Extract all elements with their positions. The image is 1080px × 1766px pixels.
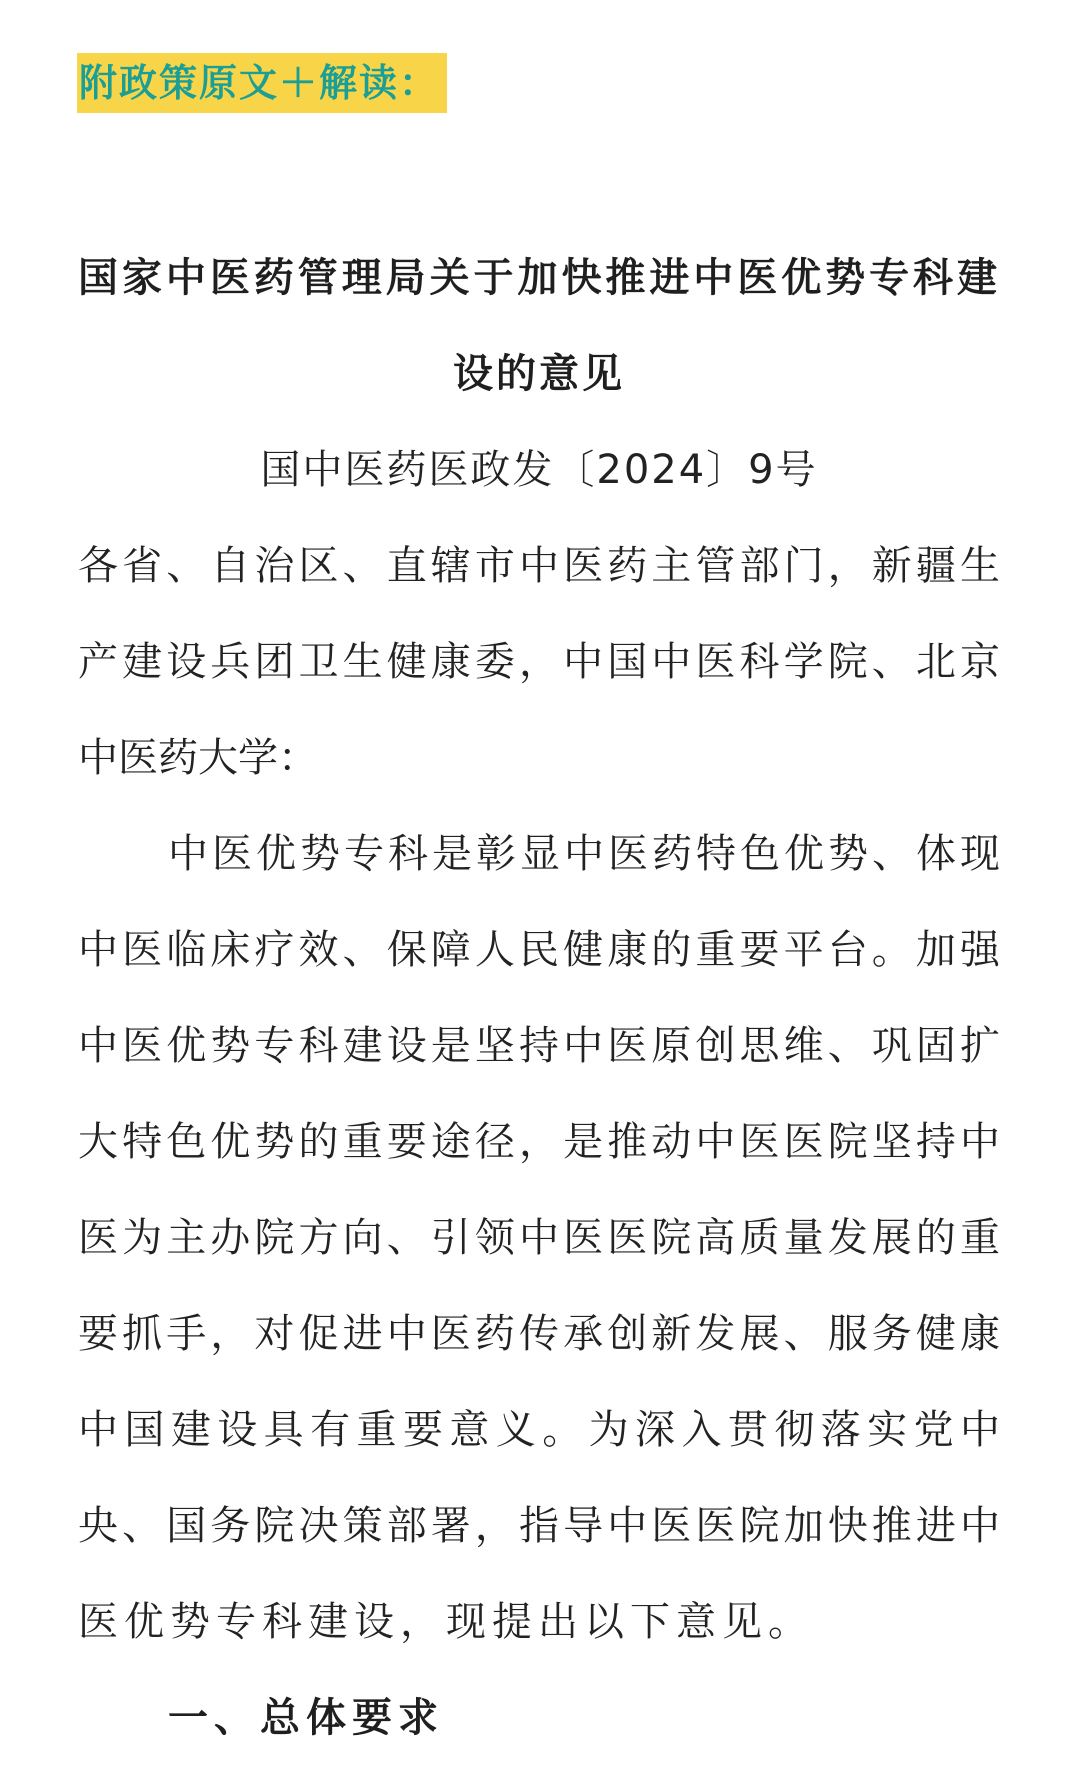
paragraph-line-8: 央、国务院决策部署，指导中医医院加快推进中 (78, 1503, 1000, 1549)
paragraph-line-4: 大特色优势的重要途径，是推动中医医院坚持中 (78, 1119, 1000, 1165)
document-title-line-1: 国家中医药管理局关于加快推进中医优势专科建 (78, 255, 1000, 301)
paragraph-line-2: 中医临床疗效、保障人民健康的重要平台。加强 (78, 927, 1000, 973)
paragraph-line-7: 中国建设具有重要意义。为深入贯彻落实党中 (78, 1407, 1000, 1453)
addressee-line-1: 各省、自治区、直辖市中医药主管部门，新疆生 (78, 543, 1000, 589)
paragraph-line-3: 中医优势专科建设是坚持中医原创思维、巩固扩 (78, 1023, 1000, 1069)
paragraph-line-9: 医优势专科建设，现提出以下意见。 (78, 1599, 814, 1645)
policy-tag-label: 附政策原文＋解读： (77, 53, 447, 113)
paragraph-line-1: 中医优势专科是彰显中医药特色优势、体现 (168, 831, 1000, 877)
document-number: 国中医药医政发〔2024〕9号 (260, 447, 818, 493)
paragraph-line-6: 要抓手，对促进中医药传承创新发展、服务健康 (78, 1311, 1000, 1357)
document-title-line-2: 设的意见 (453, 351, 625, 397)
addressee-line-3: 中医药大学： (78, 735, 318, 781)
section-heading-general-requirements: 一、总体要求 (168, 1695, 444, 1741)
addressee-line-2: 产建设兵团卫生健康委，中国中医科学院、北京 (78, 639, 1000, 685)
paragraph-line-5: 医为主办院方向、引领中医医院高质量发展的重 (78, 1215, 1000, 1261)
